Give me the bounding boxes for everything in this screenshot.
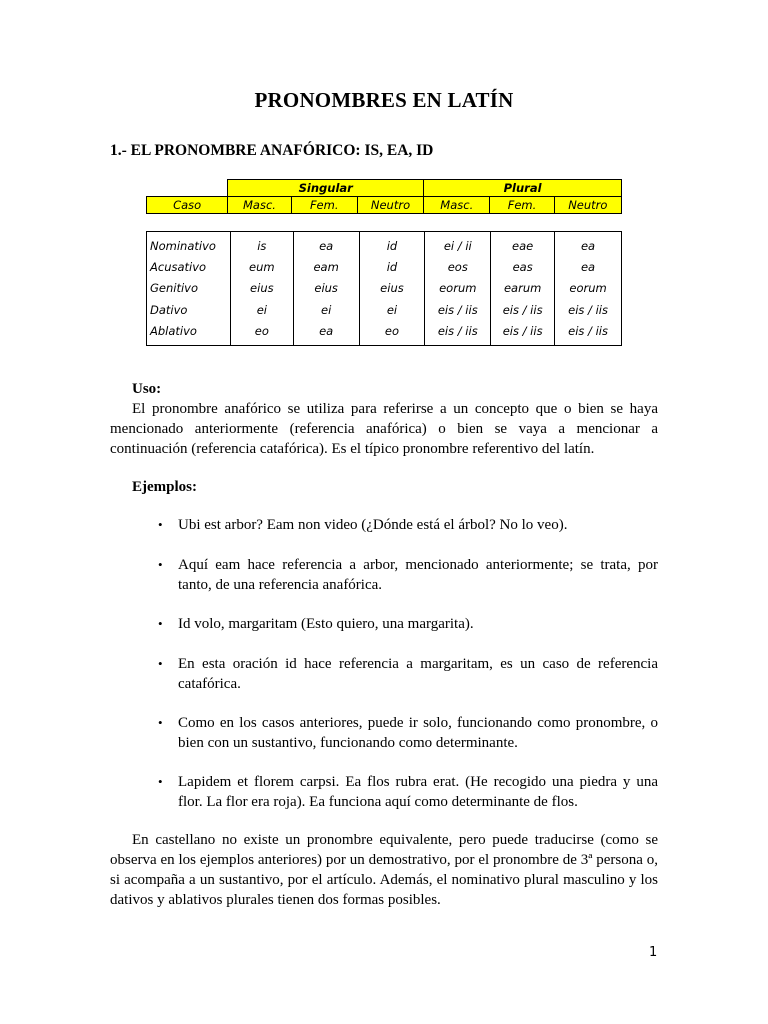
table-cell: eos (425, 256, 491, 277)
table-cell: ei / ii (425, 232, 491, 257)
table-cell: eis / iis (491, 321, 555, 346)
table-row (147, 278, 622, 299)
list-item-text: Aquí eam hace referencia a arbor, mencionado anteriormente; se trata, por tanto, de una referencia anafórica. (178, 557, 658, 593)
table-cell: eis / iis (555, 299, 622, 320)
column-header: Masc. (424, 197, 490, 214)
table-cell: eis / iis (491, 299, 555, 320)
table-cell: ea (293, 321, 359, 346)
declension-header-table (146, 179, 622, 214)
table-cell: ei (230, 299, 293, 320)
table-cell: id (359, 256, 425, 277)
list-item-text: En esta oración id hace referencia a margaritam, es un caso de referencia catafórica. (178, 656, 658, 692)
list-item-text: Como en los casos anteriores, puede ir solo, funcionando como pronombre, o bien con un sustantivo, funcionando como determinante. (178, 715, 658, 751)
table-cell: id (359, 232, 425, 257)
bullet-icon: • (158, 517, 163, 532)
table-cell-case: Dativo (147, 299, 231, 320)
table-cell: eam (293, 256, 359, 277)
table-cell: eorum (555, 278, 622, 299)
table-cell: ea (555, 232, 622, 257)
table-cell: ei (359, 299, 425, 320)
column-header: Fem. (490, 197, 554, 214)
table-cell-case: Acusativo (147, 256, 231, 277)
table-cell-case: Nominativo (147, 232, 231, 257)
list-item-text: Id volo, margaritam (Esto quiero, una margarita). (178, 616, 474, 632)
bullet-icon: • (158, 774, 163, 789)
bullet-icon: • (158, 557, 163, 572)
column-header: Fem. (291, 197, 357, 214)
page-number: 1 (649, 945, 658, 960)
table-cell-case: Ablativo (147, 321, 231, 346)
closing-paragraph: En castellano no existe un pronombre equivalente, pero puede traducirse (como se observa en los ejemplos anteriores) por un demostrativo, por el pronombre de 3ª persona o, si acompaña a un sustantivo, por el artículo. Además, el nominativo plural masculino y los dativos y ablativos plurales tienen dos formas posibles. (110, 832, 658, 908)
table-cell: eum (230, 256, 293, 277)
table-row (147, 256, 622, 277)
table-row (147, 299, 622, 320)
table-cell: eas (491, 256, 555, 277)
bullet-icon: • (158, 616, 163, 631)
table-cell: eo (230, 321, 293, 346)
table-cell: ea (555, 256, 622, 277)
table-cell: eis / iis (425, 321, 491, 346)
page-title: PRONOMBRES EN LATÍN (254, 88, 514, 112)
table-cell: eius (230, 278, 293, 299)
column-header: Masc. (228, 197, 291, 214)
section-heading: 1.- EL PRONOMBRE ANAFÓRICO: IS, EA, ID (110, 142, 434, 159)
table-cell: ea (293, 232, 359, 257)
table-cell: eius (359, 278, 425, 299)
table-cell-case: Genitivo (147, 278, 231, 299)
column-header: Neutro (357, 197, 423, 214)
ejemplos-label: Ejemplos: (132, 479, 197, 495)
table-cell: eis / iis (555, 321, 622, 346)
group-header-singular: Singular (228, 180, 424, 197)
table-cell: ei (293, 299, 359, 320)
table-cell: eorum (425, 278, 491, 299)
table-cell: eius (293, 278, 359, 299)
table-cell: eo (359, 321, 425, 346)
table-cell: is (230, 232, 293, 257)
table-row (147, 321, 622, 346)
list-item-text: Ubi est arbor? Eam non video (¿Dónde está el árbol? No lo veo). (178, 517, 568, 533)
table-cell: eae (491, 232, 555, 257)
column-header: Neutro (554, 197, 621, 214)
table-row (147, 232, 622, 257)
group-header-plural: Plural (424, 180, 622, 197)
declension-table (146, 231, 622, 346)
list-item-text: Lapidem et florem carpsi. Ea flos rubra erat. (He recogido una piedra y una flor. La flor era roja). Ea funciona aquí como determinante de flos. (178, 774, 658, 810)
uso-paragraph: El pronombre anafórico se utiliza para referirse a un concepto que o bien se haya mencionado anteriormente (referencia anafórica) o bien se vaya a mencionar a continuación (referencia catafórica). Es el típico pronombre referentivo del latín. (110, 401, 658, 457)
bullet-icon: • (158, 715, 163, 730)
column-header-case: Caso (147, 197, 228, 214)
uso-label: Uso: (132, 381, 162, 397)
table-cell: earum (491, 278, 555, 299)
table-cell: eis / iis (425, 299, 491, 320)
bullet-icon: • (158, 656, 163, 671)
